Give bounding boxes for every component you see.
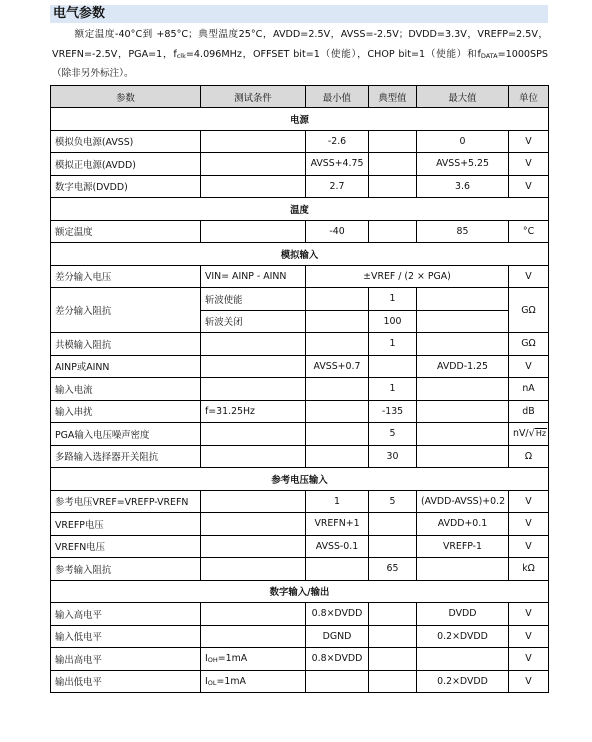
- typ-cell: 100: [369, 310, 417, 333]
- cond-cell: [201, 445, 306, 468]
- typ-cell: 30: [369, 445, 417, 468]
- param-cell: 模拟负电源(AVSS): [51, 130, 201, 153]
- typ-cell: 1: [369, 333, 417, 356]
- cond-cell: VIN= AINP - AINN: [201, 265, 306, 288]
- unit-cell: V: [509, 625, 549, 648]
- typ-cell: [369, 648, 417, 671]
- intro-text-1: 额定温度-40°C到 +85°C；典型温度25°C，AVDD=2.5V，AVSS=-2.5V；DVDD=3.3V，VREFP=2.5V，VREFN=-2.5V，PGA=1，f: [52, 29, 548, 60]
- cond-cell: [201, 355, 306, 378]
- min-cell: AVSS+0.7: [306, 355, 369, 378]
- min-cell: [306, 558, 369, 581]
- typ-cell: -135: [369, 400, 417, 423]
- typ-cell: [369, 130, 417, 153]
- group-row-analog-in: [51, 243, 549, 266]
- unit-cell: V: [509, 265, 549, 288]
- typ-cell: [369, 153, 417, 176]
- param-cell: 输出低电平: [51, 670, 201, 693]
- cond-text: I: [205, 653, 208, 665]
- param-cell: VREFP电压: [51, 513, 201, 536]
- min-cell: 1: [306, 490, 369, 513]
- min-cell: 0.8×DVDD: [306, 603, 369, 626]
- min-cell: AVSS-0.1: [306, 535, 369, 558]
- cond-cell: [201, 648, 306, 671]
- cond-sub: OH: [207, 656, 218, 665]
- cond-cell: [201, 153, 306, 176]
- table-row: [51, 265, 549, 288]
- param-cell: PGA输入电压噪声密度: [51, 423, 201, 446]
- cond-cell: [201, 490, 306, 513]
- unit-cell: V: [509, 175, 549, 198]
- unit-cell: dB: [509, 400, 549, 423]
- param-cell: 额定温度: [51, 220, 201, 243]
- group-temp: 温度: [51, 198, 549, 221]
- min-cell: VREFN+1: [306, 513, 369, 536]
- unit-cell: V: [509, 513, 549, 536]
- param-cell: 差分输入电压: [51, 265, 201, 288]
- param-cell: 参考输入阻抗: [51, 558, 201, 581]
- table-row: [51, 513, 549, 536]
- param-cell: 输出高电平: [51, 648, 201, 671]
- unit-cell: GΩ: [509, 288, 549, 333]
- table-row: [51, 355, 549, 378]
- group-row-power: [51, 108, 549, 131]
- min-cell: [306, 310, 369, 333]
- group-power: 电源: [51, 108, 549, 131]
- max-cell: [417, 378, 509, 401]
- min-cell: [306, 670, 369, 693]
- param-cell: VREFN电压: [51, 535, 201, 558]
- cond-cell: 斩波使能: [201, 288, 306, 311]
- electrical-parameters-table: [50, 85, 549, 693]
- typ-cell: [369, 535, 417, 558]
- cond-cell: [201, 558, 306, 581]
- section-title: 电气参数: [50, 5, 548, 23]
- max-cell: AVDD-1.25: [417, 355, 509, 378]
- cond-cell: [201, 175, 306, 198]
- max-cell: 0.2×DVDD: [417, 625, 509, 648]
- intro-text-2: =4.096MHz，OFFSET bit=1（使能），CHOP bit=1（使能）和f: [185, 48, 481, 60]
- header-param: 参数: [51, 86, 201, 108]
- typ-cell: [369, 603, 417, 626]
- unit-cell: °C: [509, 220, 549, 243]
- cond-cell: [201, 513, 306, 536]
- cond-cell: 斩波关闭: [201, 310, 306, 333]
- group-analog-in: 模拟输入: [51, 243, 549, 266]
- header-cond: 测试条件: [201, 86, 306, 108]
- max-cell: AVDD+0.1: [417, 513, 509, 536]
- header-typ: 典型值: [369, 86, 417, 108]
- table-row: [51, 490, 549, 513]
- unit-cell: V: [509, 490, 549, 513]
- unit-cell: V: [509, 535, 549, 558]
- header-min: 最小值: [306, 86, 369, 108]
- table-row: [51, 423, 549, 446]
- sqrt-radicand: Hz: [535, 429, 547, 439]
- typ-cell: [369, 175, 417, 198]
- max-cell: [417, 333, 509, 356]
- cond-text: I: [205, 675, 208, 687]
- param-cell: 多路输入选择器开关阻抗: [51, 445, 201, 468]
- typ-cell: [369, 355, 417, 378]
- min-cell: [306, 445, 369, 468]
- typ-cell: [369, 625, 417, 648]
- unit-cell: V: [509, 130, 549, 153]
- max-cell: [417, 288, 509, 311]
- cond-cell: [201, 333, 306, 356]
- max-cell: [417, 310, 509, 333]
- max-cell: DVDD: [417, 603, 509, 626]
- unit-cell: V: [509, 648, 549, 671]
- intro-paragraph: [52, 25, 548, 84]
- typ-cell: 65: [369, 558, 417, 581]
- table-row: [51, 535, 549, 558]
- min-cell: [306, 333, 369, 356]
- param-cell: 输入串扰: [51, 400, 201, 423]
- min-cell: [306, 423, 369, 446]
- max-cell: 3.6: [417, 175, 509, 198]
- max-cell: 85: [417, 220, 509, 243]
- typ-cell: 1: [369, 288, 417, 311]
- unit-cell: V: [509, 355, 549, 378]
- table-row: [51, 625, 549, 648]
- group-ref-in: 参考电压输入: [51, 468, 549, 491]
- unit-cell: [509, 423, 549, 446]
- table-row: [51, 130, 549, 153]
- min-cell: 0.8×DVDD: [306, 648, 369, 671]
- typ-cell: 1: [369, 378, 417, 401]
- table-row: [51, 288, 549, 311]
- param-cell: 输入电流: [51, 378, 201, 401]
- cond-cell: [201, 220, 306, 243]
- unit-cell: kΩ: [509, 558, 549, 581]
- min-cell: [306, 288, 369, 311]
- typ-cell: [369, 220, 417, 243]
- min-cell: DGND: [306, 625, 369, 648]
- header-max: 最大值: [417, 86, 509, 108]
- max-cell: [417, 648, 509, 671]
- table-row: [51, 175, 549, 198]
- typ-cell: [369, 670, 417, 693]
- max-cell: [417, 558, 509, 581]
- param-cell: 数字电源(DVDD): [51, 175, 201, 198]
- cond-sub: OL: [207, 678, 217, 687]
- cond-cell: [201, 378, 306, 401]
- table-row: [51, 670, 549, 693]
- table-row: [51, 445, 549, 468]
- param-cell: 模拟正电源(AVDD): [51, 153, 201, 176]
- unit-text: nV/: [513, 428, 529, 440]
- param-cell: AINP或AINN: [51, 355, 201, 378]
- max-cell: VREFP-1: [417, 535, 509, 558]
- max-cell: [417, 400, 509, 423]
- unit-cell: V: [509, 603, 549, 626]
- cond-text: =1mA: [217, 653, 248, 665]
- max-cell: 0: [417, 130, 509, 153]
- intro-sub-clk: clk: [176, 51, 186, 60]
- cond-text: =1mA: [216, 675, 246, 687]
- cond-cell: [201, 535, 306, 558]
- param-cell: 差分输入阻抗: [51, 288, 201, 333]
- cond-cell: [201, 423, 306, 446]
- intro-text-3: =1000SPS（除非另外标注）。: [52, 48, 548, 79]
- header-unit: 单位: [509, 86, 549, 108]
- min-cell: 2.7: [306, 175, 369, 198]
- typ-cell: [369, 513, 417, 536]
- sqrt-icon: √: [528, 428, 535, 440]
- table-row: [51, 400, 549, 423]
- max-cell: [417, 445, 509, 468]
- unit-cell: Ω: [509, 445, 549, 468]
- table-row: [51, 648, 549, 671]
- table-row: [51, 558, 549, 581]
- param-cell: 参考电压VREF=VREFP-VREFN: [51, 490, 201, 513]
- min-cell: -2.6: [306, 130, 369, 153]
- param-cell: 输入高电平: [51, 603, 201, 626]
- group-row-temp: [51, 198, 549, 221]
- max-cell: (AVDD-AVSS)+0.2: [417, 490, 509, 513]
- range-cell: ±VREF / (2 × PGA): [306, 265, 509, 288]
- param-cell: 输入低电平: [51, 625, 201, 648]
- group-row-digital-io: [51, 580, 549, 603]
- unit-cell: V: [509, 670, 549, 693]
- intro-sub-data: DATA: [480, 51, 498, 60]
- min-cell: -40: [306, 220, 369, 243]
- typ-cell: 5: [369, 490, 417, 513]
- unit-cell: GΩ: [509, 333, 549, 356]
- cond-cell: f=31.25Hz: [201, 400, 306, 423]
- min-cell: [306, 400, 369, 423]
- param-cell: 共模输入阻抗: [51, 333, 201, 356]
- group-digital-io: 数字输入/输出: [51, 580, 549, 603]
- group-row-ref-in: [51, 468, 549, 491]
- cond-cell: [201, 670, 306, 693]
- table-row: [51, 603, 549, 626]
- header-row: [51, 86, 549, 108]
- max-cell: 0.2×DVDD: [417, 670, 509, 693]
- cond-cell: [201, 130, 306, 153]
- table-row: [51, 220, 549, 243]
- min-cell: [306, 378, 369, 401]
- unit-cell: V: [509, 153, 549, 176]
- table-row: [51, 333, 549, 356]
- typ-cell: 5: [369, 423, 417, 446]
- max-cell: AVSS+5.25: [417, 153, 509, 176]
- table-row: [51, 378, 549, 401]
- unit-cell: nA: [509, 378, 549, 401]
- cond-cell: [201, 625, 306, 648]
- table-row: [51, 153, 549, 176]
- max-cell: [417, 423, 509, 446]
- min-cell: AVSS+4.75: [306, 153, 369, 176]
- cond-cell: [201, 603, 306, 626]
